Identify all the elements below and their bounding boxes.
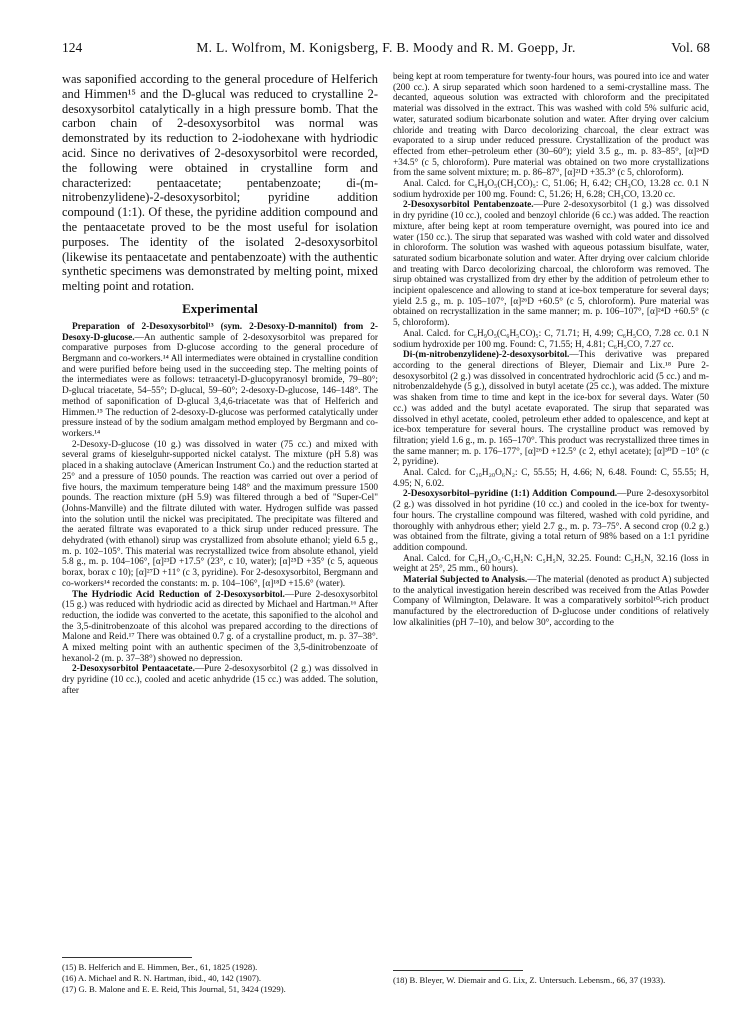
page-number: 124 — [62, 40, 83, 55]
footnote-17: (17) G. B. Malone and E. E. Reid, This Journal, 51, 3424 (1929). — [62, 984, 286, 995]
prep-heading: Preparation of 2-Desoxysorbitol¹³ (sym. 2-Desoxy-D-mannitol) from 2-Desoxy-D-glucose. — [62, 321, 378, 343]
pentaacetate-continued: being kept at room temperature for twenty-four hours, was poured into ice and water (200 cc.). A sirup separated which soon hardened to a semi-crystalline mass. The decanted, aqueous solution was extracted with chloroform and the precipitated material was dissolved in the extract. This was washed with cold 5% sulfuric acid, water, saturated sodium bicarbonate solution and water. After drying over calcium chloride and treating with Darco decolorizing charcoal, the clear extract was evaporated to a sirup under reduced pressure. Crystallization of the product was effected from ether–petroleum ether (30–60°); yield 3.5 g., m. p. 83–85°, [α]²⁴D +34.5° (c 5, chloroform). Pure material was obtained on two more crystallizations from the same solvent mixture; m. p. 86–87°, [α]²¹D +35.3° (c 5, chloroform). — [393, 72, 709, 179]
footnote-15: (15) B. Helferich and E. Himmen, Ber., 61, 1825 (1928). — [62, 962, 258, 972]
analysis-pentaacetate: Anal. Calcd. for C₆H₉O₅(CH₃CO)₅: C, 51.06; H, 6.42; CH₃CO, 13.28 cc. 0.1 N sodium hydroxide per 100 mg. Found: C, 51.26; H, 6.28; CH₃CO, 13.20 cc. — [393, 179, 709, 200]
pyridine-text: —Pure 2-desoxysorbitol (2 g.) was dissolved in hot pyridine (10 cc.) and cooled in the ice-box for twenty-four hours. The crystalline compound was filtered, washed with cold pyridine, and thoroughly with anhydrous ether; yield 2.7 g., m. p. 73–75°. A second crop (0.2 g.) was obtained from the filtrate, giving a total return of 98% based on a 1:1 pyridine addition compound. — [393, 489, 709, 553]
nitrobenzylidene-text: —This derivative was prepared according to the general directions of Bleyer, Diemair and Lix.¹⁸ Pure 2-desoxysorbitol (2 g.) was dissolved in concentrated hydrochloric acid (5 cc.) and m-nitrobenzaldehyde (5 g.), dissolved in butyl acetate (25 cc.), was added. The mixture was shaken from time to time and kept in the ice-box for several days. Water (50 cc.) was added and the butyl acetate evaporated. The sirup that separated was dissolved in ethyl acetate, cooled, petroleum ether added to opalescence, and kept at ice-box temperature for several hours. The crystalline product was removed by filtration; yield 1.6 g., m. p. 165–170°. This product was recrystallized three times in the same manner; m. p. 176–177°, [α]²⁶D +12.5° (c 2, ethyl acetate); [α]³⁰D −10° (c 2, pyridine). — [393, 350, 709, 468]
experimental-heading: Experimental — [182, 300, 258, 316]
pentaacetate-paragraph — [62, 664, 378, 696]
intro-paragraph: was saponified according to the general procedure of Helferich and Himmen¹⁵ and the D-glucal was reduced to crystalline 2-desoxysorbitol catalytically in a high pressure bomb. That the carbon chain of 2-desoxysorbitol was normal was demonstrated by its reduction to 2-iodohexane with hydriodic acid. Since no derivatives of 2-desoxysorbitol were recorded, the following were obtained in crystalline form and characterized: pentaacetate; pentabenzoate; di-(m-nitrobenzylidene)-2-desoxysorbitol; pyridine addition compound (1:1). Of these, the pyridine addition compound and the pentaacetate proved to be the most useful for isolation purposes. The identity of the isolated 2-desoxysorbitol (likewise its pentaacetate and pentabenzoate) with the authentic synthetic specimens was demonstrated by melting point, mixed melting point and rotation. — [62, 72, 378, 294]
prep-text: —An authentic sample of 2-desoxysorbitol was prepared for comparative purposes from D-glucose according to the general procedure of Bergmann and co-workers.¹⁴ All intermediates were obtained in crystalline condition and were purified before being used in the succeeding step. The melting points of the intermediates were as follows: tetraacetyl-D-glucopyranosyl bromide, 79–80°; D-glucal triacetate, 54–55°; D-glucal, 59–60°; 2-desoxy-D-glucose, 146–148°. The method of saponification of D-glucal 3,4,6-triacetate was that of Helferich and Himmen.¹⁵ The reduction of 2-desoxy-D-glucose was performed catalytically under pressure instead of by the sodium amalgam method employed by Bergmann and co-workers.¹⁴ — [62, 332, 378, 439]
material-text: —The material (denoted as product A) subjected to the analytical investigation herein described was received from the Atlas Powder Company of Wilmington, Delaware. It was a comparatively sorbitol¹⁰-rich product manufactured by the electroreduction of D-glucose under conditions of relatively low alkalinities (pH 7–10), and below 30°, according to the — [393, 575, 710, 628]
analysis-pyridine: Anal. Calcd. for C₆H₁₄O₅·C₅H₅N: C₅H₅N, 32.25. Found: C₅H₅N, 32.16 (loss in weight at 25°, 25 mm., 60 hours). — [393, 553, 709, 575]
hydriodic-paragraph — [62, 590, 378, 665]
running-title: M. L. Wolfrom, M. Konigsberg, F. B. Moody and R. M. Goepp, Jr. — [196, 40, 576, 55]
nitrobenzylidene-heading: Di-(m-nitrobenzylidene)-2-desoxysorbitol. — [403, 350, 570, 361]
volume-label: Vol. 68 — [671, 40, 710, 55]
analysis-pentabenzoate: Anal. Calcd. for C₆H₉O₅(C₆H₅CO)₅: C, 71.71; H, 4.99; C₆H₅CO, 7.28 cc. 0.1 N sodium hydroxide per 100 mg. Found: C, 71.55; H, 4.81; C₆H₅CO, 7.27 cc. — [393, 328, 709, 350]
footnote-rule-left — [62, 957, 192, 958]
pyridine-paragraph — [393, 489, 709, 553]
nitrobenzylidene-paragraph — [393, 350, 709, 468]
hydriodic-text: —Pure 2-desoxysorbitol (15 g.) was reduced with hydriodic acid as directed by Michael and Hartman.¹⁶ After reduction, the iodide was converted to the acetate, this saponified to the alcohol and the 3,5-dinitrobenzoate of this alcohol was prepared according to the directions of Malone and Reid.¹⁷ There was obtained 0.7 g. of a crystalline product, m. p. 37–38°. A mixed melting point with an authentic specimen of the 3,5-dinitrobenzoate of hexanol-2 (m. p. 37–38°) showed no depression. — [62, 589, 379, 664]
pentaacetate-heading: 2-Desoxysorbitol Pentaacetate. — [72, 664, 195, 675]
material-heading: Material Subjected to Analysis. — [403, 575, 528, 586]
pentaacetate-text: —Pure 2-desoxysorbitol (2 g.) was dissolved in dry pyridine (10 cc.), cooled and acetic anhydride (15 cc.) was added. The solution, after — [62, 664, 378, 696]
footnote-18: (18) B. Bleyer, W. Diemair and G. Lix, Z. Untersuch. Lebensm., 66, 37 (1933). — [393, 975, 666, 985]
footnotes-right — [393, 975, 709, 986]
material-paragraph — [393, 575, 709, 629]
running-header — [62, 40, 710, 60]
footnotes-left — [62, 962, 382, 996]
pentabenzoate-heading: 2-Desoxysorbitol Pentabenzoate. — [403, 200, 534, 211]
left-column — [62, 72, 378, 697]
pentabenzoate-text: —Pure 2-desoxysorbitol (1 g.) was dissolved in dry pyridine (10 cc.), cooled and benzoyl chloride (6 cc.) was added. The reaction mixture, after being kept at room temperature overnight, was poured into ice and water (150 cc.). The sirup that separated was washed with cold water and dissolved in chloroform. The solution was washed with aqueous potassium bisulfate, water, saturated sodium bicarbonate solution and water. After drying over calcium chloride and treating with Darco decolorizing charcoal, the chloroform was removed. The sirup obtained was crystallized from dry ether by the addition of petroleum ether to incipient opalescence and allowing to stand at ice-box temperature for several days; yield 2.5 g., m. p. 105–107°, [α]²⁶D +60.5° (c 5, chloroform). Pure material was obtained on recrystallization in the same manner; m. p. 106–107°, [α]²⁴D +60.5° (c 5, chloroform). — [393, 200, 710, 329]
analysis-nitrobenzylidene: Anal. Calcd. for C₂₀H₂₀O₆N₂: C, 55.55; H, 4.66; N, 6.48. Found: C, 55.55; H, 4.95; N, 6.02. — [393, 468, 709, 489]
hydrogenation-paragraph: 2-Desoxy-D-glucose (10 g.) was dissolved in water (75 cc.) and mixed with several grams of kieselguhr-supported nickel catalyst. The mixture (pH 5.8) was placed in a shaking autoclave (American Instrument Co.) and the reduction started at 25° and a pressure of 1050 pounds. The reaction was carried out over a period of five hours, the maximum temperature being 148° and the maximum pressure 1500 pounds. The reaction mixture (pH 5.9) was filtered through a bed of "Super-Cel" (Johns-Manville) and the filtrate diluted with water. Hydrogen sulfide was passed into the solution until the nickel was precipitated. The precipitate was filtered and the aerated filtrate was evaporated to a thick sirup under reduced pressure. The dehydrated (with ethanol) sirup was crystallized from absolute ethanol; yield 6.5 g., m. p. 102–105°. This material was recrystallized twice from absolute ethanol, yield 5.8 g., m. p. 104–106°, [α]²³D +17.5° (23°, c 10, water); [α]²⁵D +35° (c 5, aqueous borax, borax c 10); [α]²⁷D +11° (c 3, pyridine). For 2-desoxysorbitol, Bergmann and co-workers¹⁴ recorded the constants: m. p. 104–106°, [α]¹⁸D +15.6° (water). — [62, 439, 378, 589]
prep-paragraph — [62, 322, 378, 440]
footnote-rule-right — [393, 970, 523, 971]
hydriodic-heading: The Hydriodic Acid Reduction of 2-Desoxysorbitol. — [72, 589, 285, 600]
right-column — [393, 72, 709, 629]
pyridine-heading: 2-Desoxysorbitol–pyridine (1:1) Addition Compound. — [403, 489, 618, 500]
footnote-16: (16) A. Michael and R. N. Hartman, ibid., 40, 142 (1907). — [62, 973, 262, 984]
pentabenzoate-paragraph — [393, 200, 709, 328]
